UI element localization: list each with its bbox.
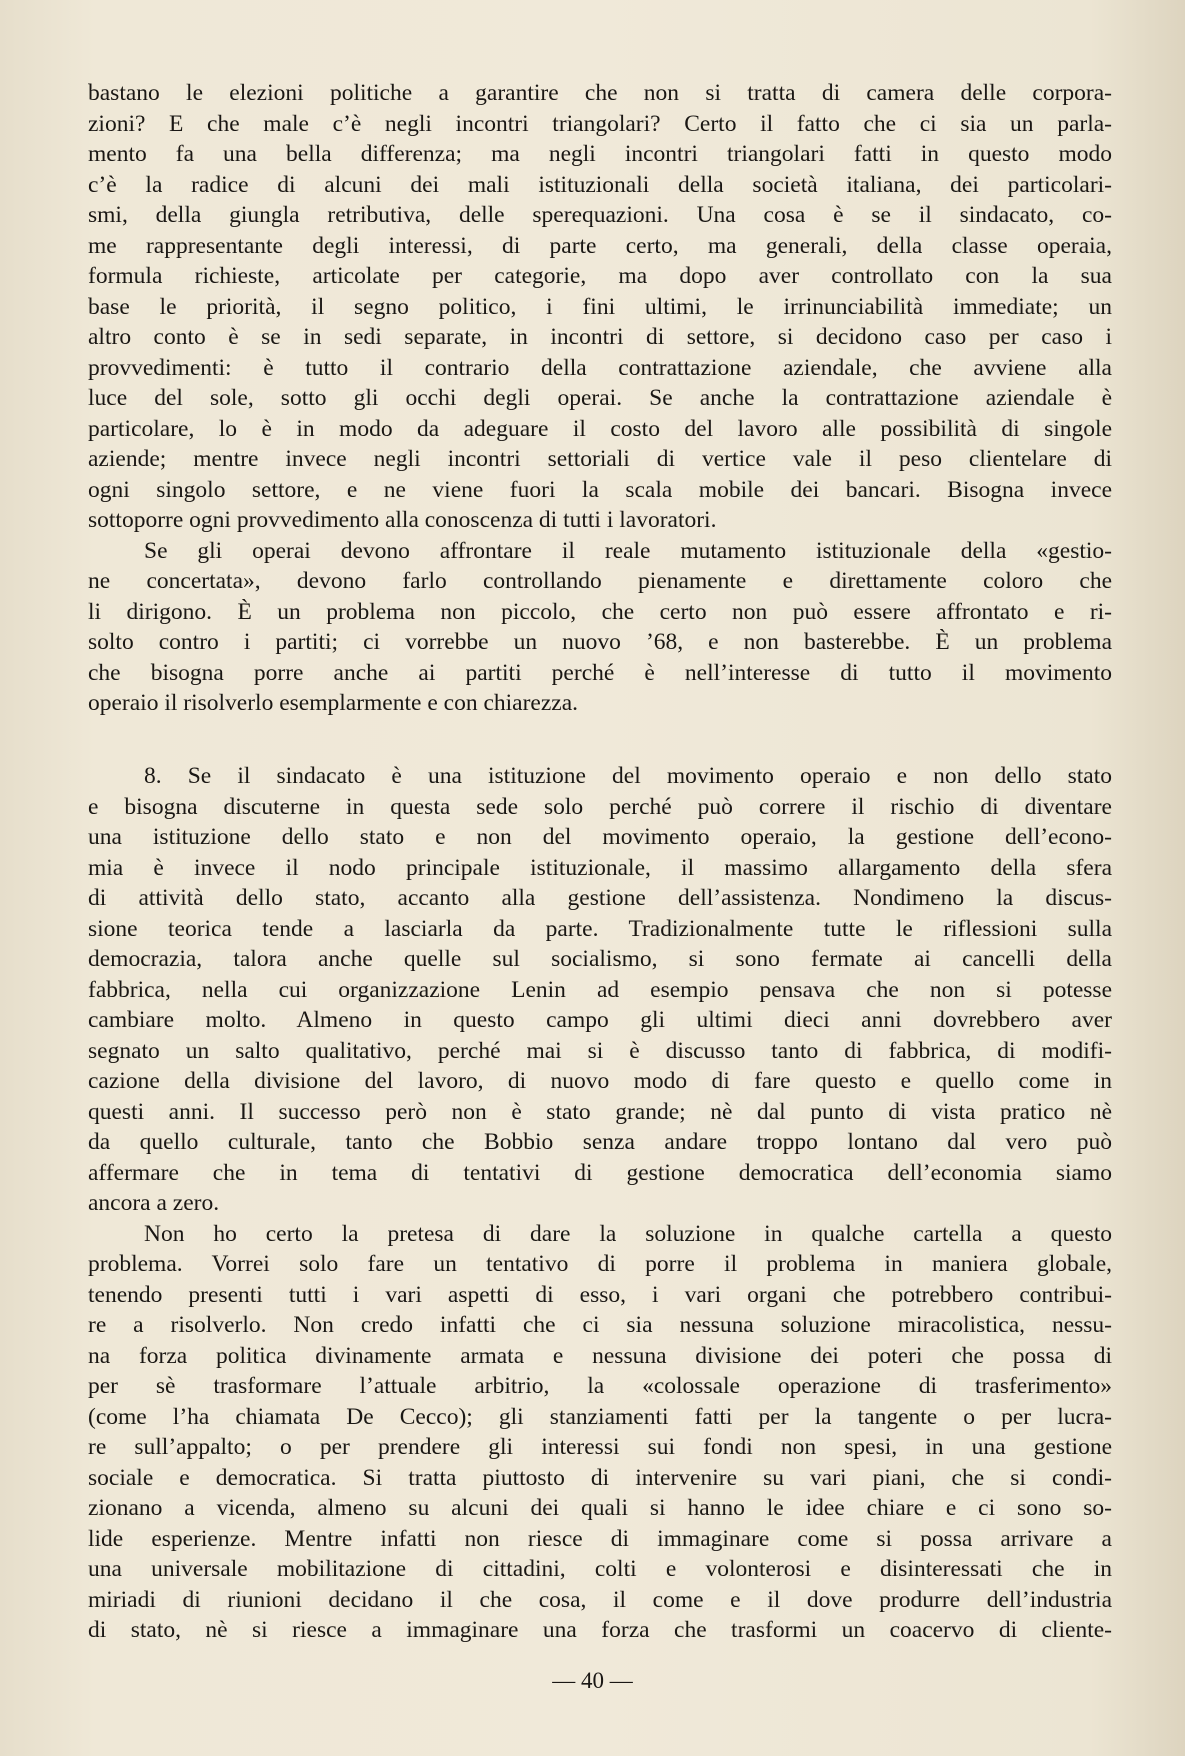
text-line: re sull’appalto; o per prendere gli interessi sui fondi non spesi, in una gestione [88, 1434, 1112, 1460]
text-line: li dirigono. È un problema non piccolo, che certo non può essere affrontato e ri- [88, 598, 1112, 625]
text-line: provvedimenti: è tutto il contrario della contrattazione aziendale, che avviene alla [88, 354, 1112, 381]
text-line: (come l’ha chiamata De Cecco); gli stanziamenti fatti per la tangente o per lucra- [88, 1403, 1112, 1430]
text-line: base le priorità, il segno politico, i fini ultimi, le irrinunciabilità immediate; un [88, 293, 1112, 320]
text-line: particolare, lo è in modo da adeguare il costo del lavoro alle possibilità di singole [88, 415, 1112, 442]
text-line: ancora a zero. [88, 1190, 220, 1216]
text-line: cazione della divisione del lavoro, di nuovo modo di fare questo e quello come in [88, 1068, 1112, 1094]
text-line: lide esperienze. Mentre infatti non riesce di immaginare come si possa arrivare a [88, 1525, 1112, 1552]
text-line: affermare che in tema di tentativi di gestione democratica dell’economia siamo [88, 1159, 1112, 1186]
text-line: di attività dello stato, accanto alla gestione dell’assistenza. Nondimeno la discus- [88, 885, 1112, 911]
text-line: questi anni. Il successo però non è stato grande; nè dal punto di vista pratico nè [88, 1098, 1112, 1125]
text-line: Non ho certo la pretesa di dare la soluzione in qualche cartella a questo [144, 1220, 1112, 1247]
text-line: zionano a vicenda, almeno su alcuni dei quali si hanno le idee chiare e ci sono so- [88, 1495, 1112, 1521]
text-line: mia è invece il nodo principale istituzionale, il massimo allargamento della sfera [88, 854, 1112, 881]
text-line: ogni singolo settore, e ne viene fuori la scala mobile dei bancari. Bisogna invece [88, 476, 1112, 503]
text-line: formula richieste, articolate per categorie, ma dopo aver controllato con la sua [88, 263, 1112, 289]
text-line: sottoporre ogni provvedimento alla conoscenza di tutti i lavoratori. [88, 507, 717, 533]
page-number: — 40 — [552, 1668, 633, 1693]
text-line: ne concertata», devono farlo controllando pienamente e direttamente coloro che [88, 568, 1112, 594]
text-block-1 [88, 78, 1112, 719]
text-line: e bisogna discuterne in questa sede solo perché può correre il rischio di diventare [88, 793, 1112, 820]
text-line: sione teorica tende a lasciarla da parte. Tradizionalmente tutte le riflessioni sulla [88, 915, 1112, 942]
text-line: solto contro i partiti; ci vorrebbe un nuovo ’68, e non basterebbe. È un problema [88, 629, 1112, 655]
text-line: re a risolverlo. Non credo infatti che ci sia nessuna soluzione miracolistica, nessu- [88, 1312, 1112, 1338]
text-line: sociale e democratica. Si tratta piuttosto di intervenire su vari piani, che si condi- [88, 1464, 1112, 1491]
text-line: operaio il risolverlo esemplarmente e con chiarezza. [88, 690, 579, 716]
text-line: miriadi di riunioni decidano il che cosa, il come e il dove produrre dell’industria [88, 1586, 1112, 1613]
text-line: che bisogna porre anche ai partiti perché è nell’interesse di tutto il movimento [88, 659, 1112, 686]
text-line: da quello culturale, tanto che Bobbio senza andare troppo lontano dal vero può [88, 1129, 1112, 1155]
text-line: 8. Se il sindacato è una istituzione del movimento operaio e non dello stato [144, 763, 1112, 789]
text-line: me rappresentante degli interessi, di parte certo, ma generali, della classe operaia, [88, 232, 1112, 259]
text-line: mento fa una bella differenza; ma negli incontri triangolari fatti in questo modo [88, 141, 1112, 167]
text-line: bastano le elezioni politiche a garantire che non si tratta di camera delle corpora- [88, 80, 1112, 106]
text-line: Se gli operai devono affrontare il reale mutamento istituzionale della «gestio- [144, 537, 1112, 564]
text-line: democrazia, talora anche quelle sul socialismo, si sono fermate ai cancelli della [88, 946, 1112, 972]
text-line: fabbrica, nella cui organizzazione Lenin ad esempio pensava che non si potesse [88, 976, 1112, 1003]
text-line: per sè trasformare l’attuale arbitrio, la «colossale operazione di trasferimento» [88, 1373, 1112, 1399]
text-line: na forza politica divinamente armata e nessuna divisione dei poteri che possa di [88, 1342, 1112, 1369]
text-line: c’è la radice di alcuni dei mali istituzionali della società italiana, dei particolari- [88, 171, 1112, 198]
text-line: una istituzione dello stato e non del movimento operaio, la gestione dell’econo- [88, 824, 1112, 850]
text-line: aziende; mentre invece negli incontri settoriali di vertice vale il peso clientelare di [88, 446, 1112, 472]
text-line: problema. Vorrei solo fare un tentativo di porre il problema in maniera globale, [88, 1251, 1112, 1277]
text-line: altro conto è se in sedi separate, in incontri di settore, si decidono caso per caso i [88, 324, 1112, 350]
text-line: tenendo presenti tutti i vari aspetti di esso, i vari organi che potrebbero contribui- [88, 1281, 1112, 1308]
text-line: luce del sole, sotto gli occhi degli operai. Se anche la contrattazione aziendale è [88, 385, 1112, 411]
text-line: di stato, nè si riesce a immaginare una forza che trasformi un coacervo di cliente- [88, 1617, 1112, 1643]
text-line: smi, della giungla retributiva, delle sperequazioni. Una cosa è se il sindacato, co- [88, 202, 1112, 228]
text-line: una universale mobilitazione di cittadini, colti e volonterosi e disinteressati che in [88, 1556, 1112, 1582]
text-block-2 [88, 761, 1112, 1646]
text-line: zioni? E che male c’è negli incontri triangolari? Certo il fatto che ci sia un parla- [88, 110, 1112, 137]
text-line: segnato un salto qualitativo, perché mai si è discusso tanto di fabbrica, di modifi- [88, 1037, 1112, 1064]
text-line: cambiare molto. Almeno in questo campo gli ultimi dieci anni dovrebbero aver [88, 1007, 1112, 1033]
